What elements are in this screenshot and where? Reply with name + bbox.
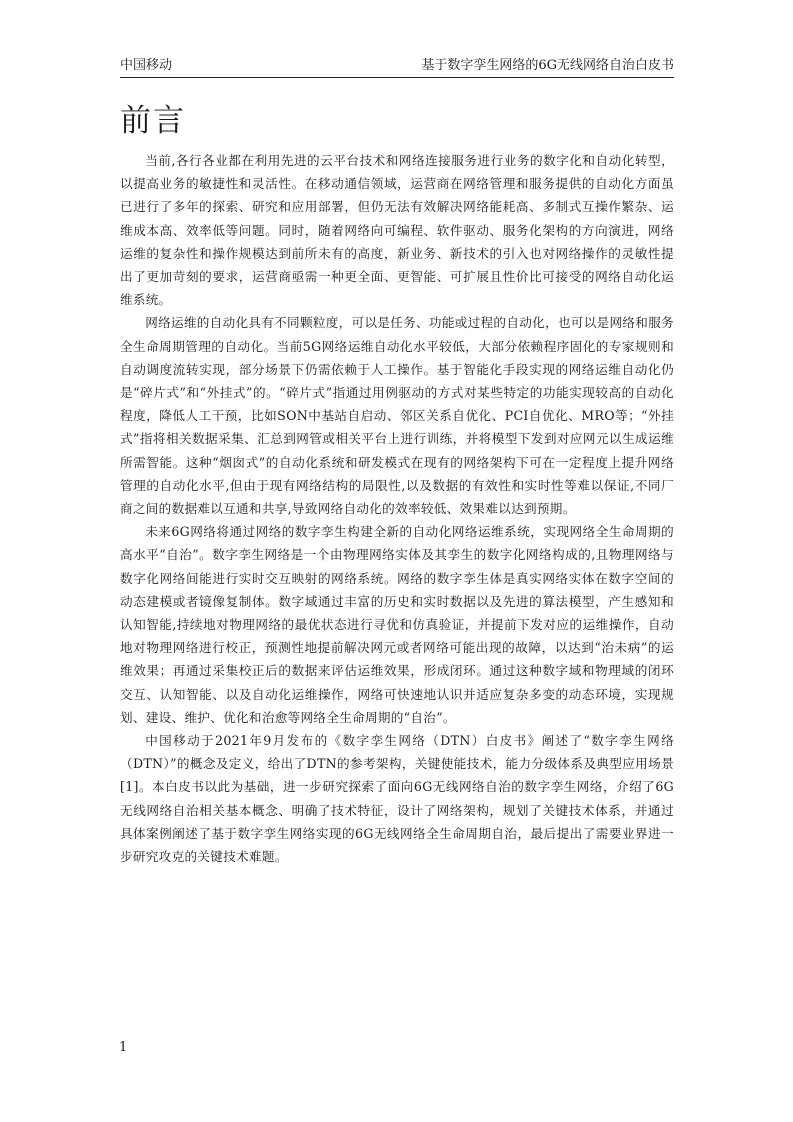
paragraph-4: 中国移动于2021年9月发布的《数字孪生网络（DTN）白皮书》阐述了“数字孪生网络（DTN）”的概念及定义，给出了DTN的参考架构，关键使能技术，能力分级体系及典型应用场景[1]。本白皮书以此为基础，进一步研究探索了面向6G无线网络自治的数字孪生网络，介绍了6G无线网络自治相关基本概念、明确了技术特征，设计了网络架构，规划了关键技术体系，并通过具体案例阐述了基于数字孪生网络实现的6G无线网络全生命周期自治，最后提出了需要业界进一步研究攻克的关键技术难题。 <box>120 733 674 865</box>
page-number: 1 <box>119 1040 128 1055</box>
preface-body <box>120 149 674 868</box>
header-document-title: 基于数字孪生网络的6G无线网络自治白皮书 <box>421 58 674 73</box>
header-organization: 中国移动 <box>120 58 173 73</box>
paragraph-2: 网络运维的自动化具有不同颗粒度，可以是任务、功能或过程的自动化，也可以是网络和服务全生命周期管理的自动化。当前5G网络运维自动化水平较低，大部分依赖程序固化的专家规则和自动调度流转实现，部分场景下仍需依赖于人工操作。基于智能化手段实现的网络运维自动化仍是“碎片式”和“外挂式”的。“碎片式”指通过用例驱动的方式对某些特定的功能实现较高的自动化程度，降低人工干预，比如SON中基站自启动、邻区关系自优化、PCI自优化、MRO等；“外挂式”指将相关数据采集、汇总到网管或相关平台上进行训练，并将模型下发到对应网元以生成运维所需智能。这种“烟囱式”的自动化系统和研发模式在现有的网络架构下可在一定程度上提升网络管理的自动化水平,但由于现有网络结构的局限性,以及数据的有效性和实时性等难以保证,不同厂商之间的数据难以互通和共享,导致网络自动化的效率较低、效果难以达到预期。 <box>120 315 674 517</box>
page-title: 前言 <box>120 103 186 139</box>
paragraph-3: 未来6G网络将通过网络的数字孪生构建全新的自动化网络运维系统，实现网络全生命周期的高水平“自治”。数字孪生网络是一个由物理网络实体及其孪生的数字化网络构成的,且物理网络与数字化网络间能进行实时交互映射的网络系统。网络的数字孪生体是真实网络实体在数字空间的动态建模或者镜像复制体。数字域通过丰富的历史和实时数据以及先进的算法模型，产生感知和认知智能,持续地对物理网络的最优状态进行寻优和仿真验证，并提前下发对应的运维操作，自动地对物理网络进行校正，预测性地提前解决网元或者网络可能出现的故障，以达到“治未病”的运维效果；再通过采集校正后的数据来评估运维效果，形成闭环。通过这种数字域和物理域的闭环交互、认知智能、以及自动化运维操作，网络可快速地认识并适应复杂多变的动态环境，实现规划、建设、维护、优化和治愈等网络全生命周期的“自治”。 <box>120 524 674 725</box>
paragraph-1: 当前,各行各业都在利用先进的云平台技术和网络连接服务进行业务的数字化和自动化转型，以提高业务的敏捷性和灵活性。在移动通信领域，运营商在网络管理和服务提供的自动化方面虽已进行了多年的探索、研究和应用部署，但仍无法有效解决网络能耗高、多制式互操作繁杂、运维成本高、效率低等问题。同时，随着网络向可编程、软件驱动、服务化架构的方向演进，网络运维的复杂性和操作规模达到前所未有的高度，新业务、新技术的引入也对网络操作的灵敏性提出了更加苛刻的要求，运营商亟需一种更全面、更智能、可扩展且性价比可接受的网络自动化运维系统。 <box>120 153 674 308</box>
page-header <box>120 56 674 80</box>
header-divider <box>120 77 674 78</box>
